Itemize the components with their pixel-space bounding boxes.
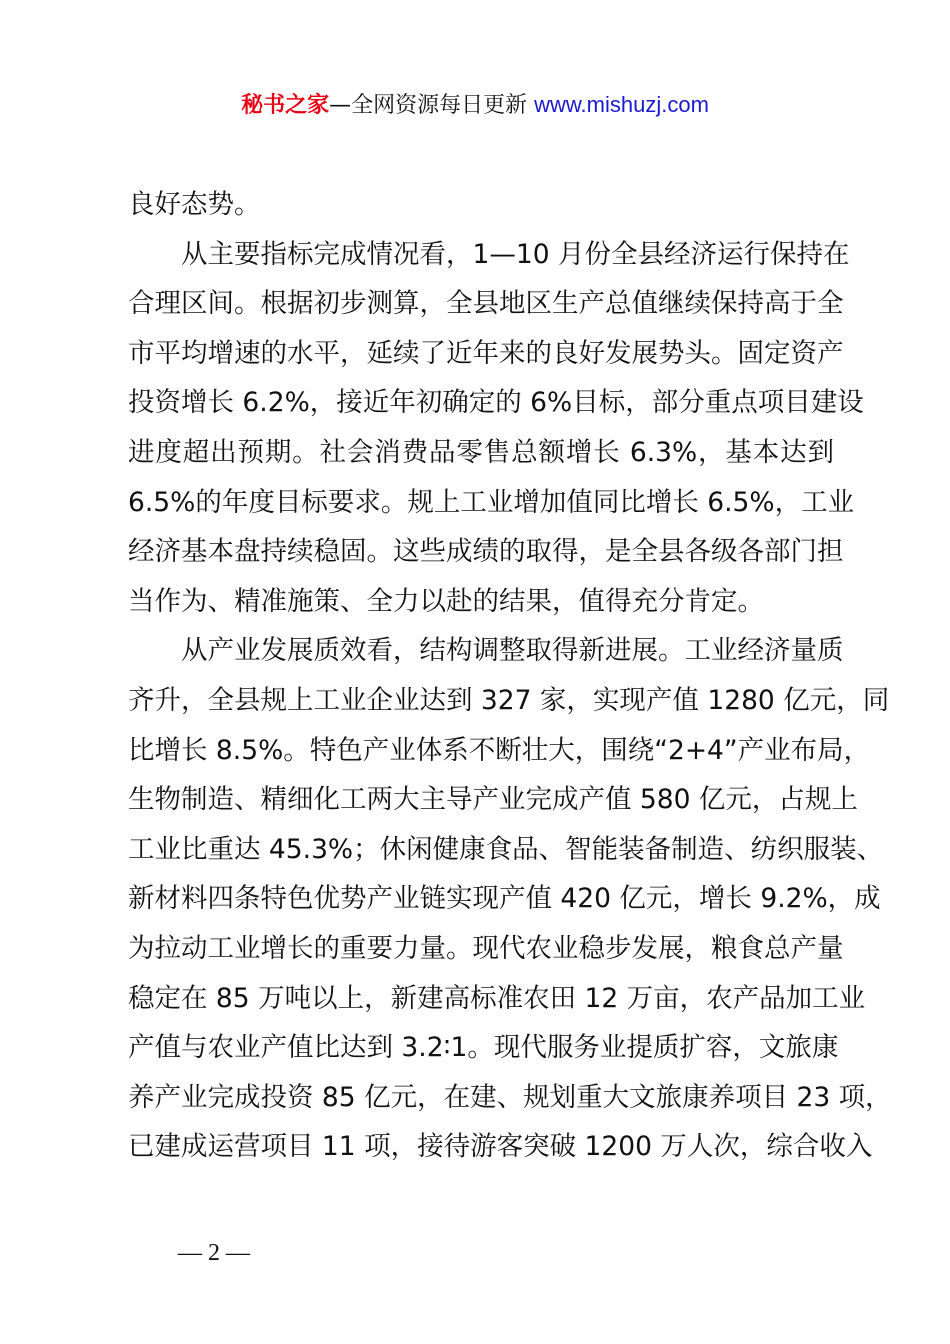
text-line: 工业比重达 45.3%；休闲健康食品、智能装备制造、纺织服装、 [128,833,884,865]
text-line: 为拉动工业增长的重要力量。现代农业稳步发展，粮食总产量 [128,932,844,964]
text-line: 投资增长 6.2%，接近年初确定的 6%目标，部分重点项目建设 [128,387,864,419]
text-line: 当作为、精准施策、全力以赴的结果，值得充分肯定。 [128,585,764,617]
text-line: 新材料四条特色优势产业链实现产值 420 亿元，增长 9.2%，成 [128,883,881,915]
text-line: 产值与农业产值比达到 3.2∶1。现代服务业提质扩容，文旅康 [128,1032,839,1064]
document-body [128,180,892,1172]
site-url-link[interactable]: www.mishuzj.com [534,92,709,117]
header-banner [0,88,950,123]
text-line: 经济基本盘持续稳固。这些成绩的取得，是全县各级各部门担 [128,536,844,568]
text-line: 比增长 8.5%。特色产业体系不断壮大，围绕“2+4”产业布局， [128,734,871,766]
text-line: 已建成运营项目 11 项，接待游客突破 1200 万人次，综合收入 [128,1131,873,1163]
text-line: 生物制造、精细化工两大主导产业完成产值 580 亿元，占规上 [128,784,858,816]
text-line: 从产业发展质效看，结构调整取得新进展。工业经济量质 [181,635,844,667]
text-line: 进度超出预期。社会消费品零售总额增长 6.3%，基本达到 [128,436,834,468]
header-tagline: —全网资源每日更新 [329,93,535,118]
text-line: 齐升，全县规上工业企业达到 327 家，实现产值 1280 亿元，同 [128,684,890,716]
text-line: 养产业完成投资 85 亿元，在建、规划重大文旅康养项目 23 项， [128,1081,892,1113]
page-number: — 2 — [178,1240,250,1266]
text-line: 良好态势。 [128,189,261,220]
text-line: 市平均增速的水平，延续了近年来的良好发展势头。固定资产 [128,337,844,369]
brand-name: 秘书之家 [241,93,330,118]
text-line: 6.5%的年度目标要求。规上工业增加值同比增长 6.5%，工业 [128,486,855,518]
text-line: 合理区间。根据初步测算，全县地区生产总值继续保持高于全 [128,288,844,320]
text-line: 从主要指标完成情况看，1—10 月份全县经济运行保持在 [181,238,850,270]
text-line: 稳定在 85 万吨以上，新建高标准农田 12 万亩，农产品加工业 [128,982,866,1014]
